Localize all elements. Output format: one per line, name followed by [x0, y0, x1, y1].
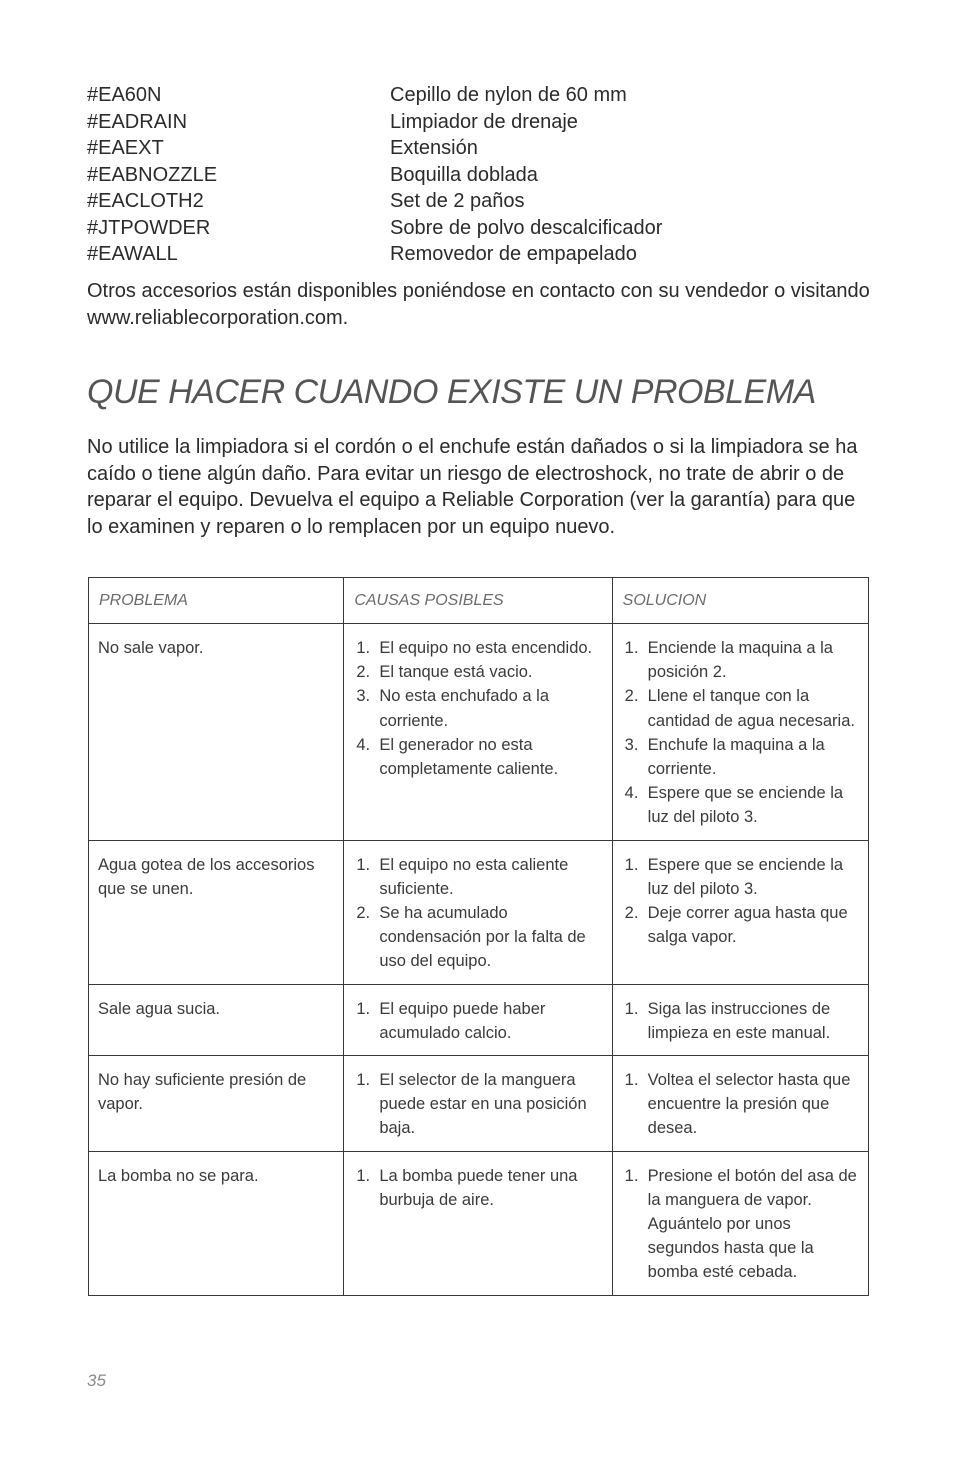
item-number: 1. — [356, 1166, 371, 1185]
accessory-row — [87, 188, 867, 215]
accessory-row — [87, 82, 867, 109]
item-number: 2. — [356, 904, 371, 923]
accessories-note: Otros accesorios están disponibles poniéndose en contacto con su vendedor o visitando www.reliablecorporation.com. — [87, 280, 870, 329]
item-number: 1. — [624, 855, 639, 874]
table-row — [89, 840, 869, 984]
solution-cell — [612, 984, 868, 1055]
solution-item — [622, 997, 860, 1045]
solution-item — [622, 733, 860, 781]
table-row — [89, 1056, 869, 1152]
troubleshooting-table — [88, 577, 869, 1296]
solution-item — [622, 853, 860, 901]
accessory-list — [87, 82, 867, 268]
cause-item — [353, 853, 603, 901]
warning-paragraph: No utilice la limpiadora si el cordón o el enchufe están dañados o si la limpiadora se ha caído o tiene algún daño. Para evitar un riesgo de electroshock, no trate de abrir o de reparar el equipo. Devuelva el equipo a Reliable Corporation (ver la garantía) para que lo examinen y reparen o lo remplacen por un equipo nuevo. — [87, 436, 858, 538]
solution-list — [622, 853, 860, 950]
solution-text: Presione el botón del asa de la manguera de vapor. Aguántelo por unos segundos hasta que la bomba esté cebada. — [647, 1166, 857, 1282]
cause-item — [353, 684, 603, 732]
solution-cell — [612, 1151, 868, 1295]
problem-cell: No hay suficiente presión de vapor. — [89, 1056, 344, 1152]
solution-list — [622, 997, 860, 1045]
cause-text: El equipo no esta caliente suficiente. — [379, 855, 569, 898]
header-problem: PROBLEMA — [89, 578, 344, 624]
cause-text: El selector de la manguera puede estar en una posición baja. — [379, 1071, 587, 1138]
item-number: 1. — [356, 999, 371, 1018]
accessory-code: #EACLOTH2 — [87, 190, 204, 212]
solution-text: Deje correr agua hasta que salga vapor. — [647, 904, 848, 947]
cause-item — [353, 660, 603, 684]
problem-cell: La bomba no se para. — [89, 1151, 344, 1295]
problem-cell: No sale vapor. — [89, 624, 344, 841]
cause-list — [353, 1164, 603, 1212]
cause-item — [353, 997, 603, 1045]
item-number: 2. — [356, 663, 371, 682]
item-number: 2. — [624, 687, 639, 706]
cause-cell — [344, 624, 612, 841]
accessory-code: #EA60N — [87, 84, 162, 106]
solution-text: Enchufe la maquina a la corriente. — [647, 735, 825, 779]
solution-cell — [612, 1056, 868, 1152]
accessory-row — [87, 109, 867, 136]
solution-item — [622, 684, 860, 732]
solution-item — [622, 901, 860, 949]
table-row — [89, 984, 869, 1055]
item-number: 1. — [356, 1071, 371, 1090]
solution-cell — [612, 624, 868, 841]
problem-cell: Agua gotea de los accesorios que se unen. — [89, 840, 344, 984]
solution-text: Siga las instrucciones de limpieza en este manual. — [647, 999, 831, 1042]
solution-text: Espere que se enciende la luz del piloto 3. — [647, 784, 844, 827]
cause-list — [353, 636, 603, 781]
cause-item — [353, 733, 603, 781]
cause-list — [353, 1068, 603, 1141]
item-number: 1. — [624, 999, 639, 1018]
cause-item — [353, 636, 603, 660]
table-row — [89, 1151, 869, 1295]
accessory-description: Limpiador de drenaje — [390, 110, 578, 133]
solution-item — [622, 1068, 860, 1141]
cause-list — [353, 853, 603, 974]
item-number: 1. — [624, 1071, 639, 1090]
cause-item — [353, 901, 603, 974]
item-number: 1. — [624, 1166, 639, 1185]
table-row — [89, 624, 869, 841]
accessory-description: Removedor de empapelado — [390, 243, 637, 265]
header-solution: SOLUCION — [612, 578, 868, 624]
accessory-row — [87, 215, 867, 242]
section-heading: QUE HACER CUANDO EXISTE UN PROBLEMA — [87, 373, 816, 411]
accessory-description: Set de 2 paños — [390, 190, 525, 212]
solution-text: Voltea el selector hasta que encuentre la presión que desea. — [647, 1071, 851, 1138]
cause-cell — [344, 1056, 612, 1152]
solution-text: Espere que se enciende la luz del piloto 3. — [647, 855, 844, 898]
item-number: 3. — [624, 735, 639, 754]
cause-cell — [344, 840, 612, 984]
cause-item — [353, 1164, 603, 1212]
accessory-description: Extensión — [390, 137, 478, 159]
page-number: 35 — [87, 1371, 106, 1390]
accessory-code: #EAEXT — [87, 137, 164, 159]
accessory-code: #EABNOZZLE — [87, 163, 218, 186]
cause-text: El generador no esta completamente caliente. — [379, 735, 559, 779]
solution-list — [622, 1068, 860, 1141]
accessory-row — [87, 135, 867, 162]
solution-item — [622, 781, 860, 829]
accessory-description: Cepillo de nylon de 60 mm — [390, 84, 627, 106]
cause-text: El equipo no esta encendido. — [379, 639, 593, 657]
item-number: 2. — [624, 904, 639, 923]
item-number: 1. — [624, 639, 639, 657]
cause-list — [353, 997, 603, 1045]
solution-list — [622, 1164, 860, 1285]
accessory-row — [87, 162, 867, 189]
cause-text: La bomba puede tener una burbuja de aire. — [379, 1166, 578, 1209]
cause-text: El equipo puede haber acumulado calcio. — [379, 999, 546, 1042]
accessory-code: #EADRAIN — [87, 110, 188, 133]
solution-text: Llene el tanque con la cantidad de agua necesaria. — [647, 687, 855, 730]
accessory-code: #JTPOWDER — [87, 216, 211, 239]
solution-item — [622, 1164, 860, 1285]
accessory-row — [87, 241, 867, 268]
item-number: 1. — [356, 855, 371, 874]
cause-text: No esta enchufado a la corriente. — [379, 687, 550, 730]
table-header-row — [89, 578, 869, 624]
solution-text: Enciende la maquina a la posición 2. — [647, 639, 833, 682]
cause-cell — [344, 1151, 612, 1295]
cause-cell — [344, 984, 612, 1055]
item-number: 1. — [356, 639, 371, 657]
solution-item — [622, 636, 860, 684]
item-number: 4. — [624, 784, 639, 803]
item-number: 3. — [356, 687, 371, 706]
item-number: 4. — [356, 735, 371, 754]
cause-text: Se ha acumulado condensación por la falta de uso del equipo. — [379, 904, 586, 971]
problem-cell: Sale agua sucia. — [89, 984, 344, 1055]
solution-list — [622, 636, 860, 830]
solution-cell — [612, 840, 868, 984]
accessory-description: Boquilla doblada — [390, 163, 538, 186]
header-causes: CAUSAS POSIBLES — [344, 578, 612, 624]
cause-text: El tanque está vacio. — [379, 663, 533, 682]
accessory-description: Sobre de polvo descalcificador — [390, 216, 663, 239]
cause-item — [353, 1068, 603, 1141]
accessory-code: #EAWALL — [87, 243, 178, 265]
